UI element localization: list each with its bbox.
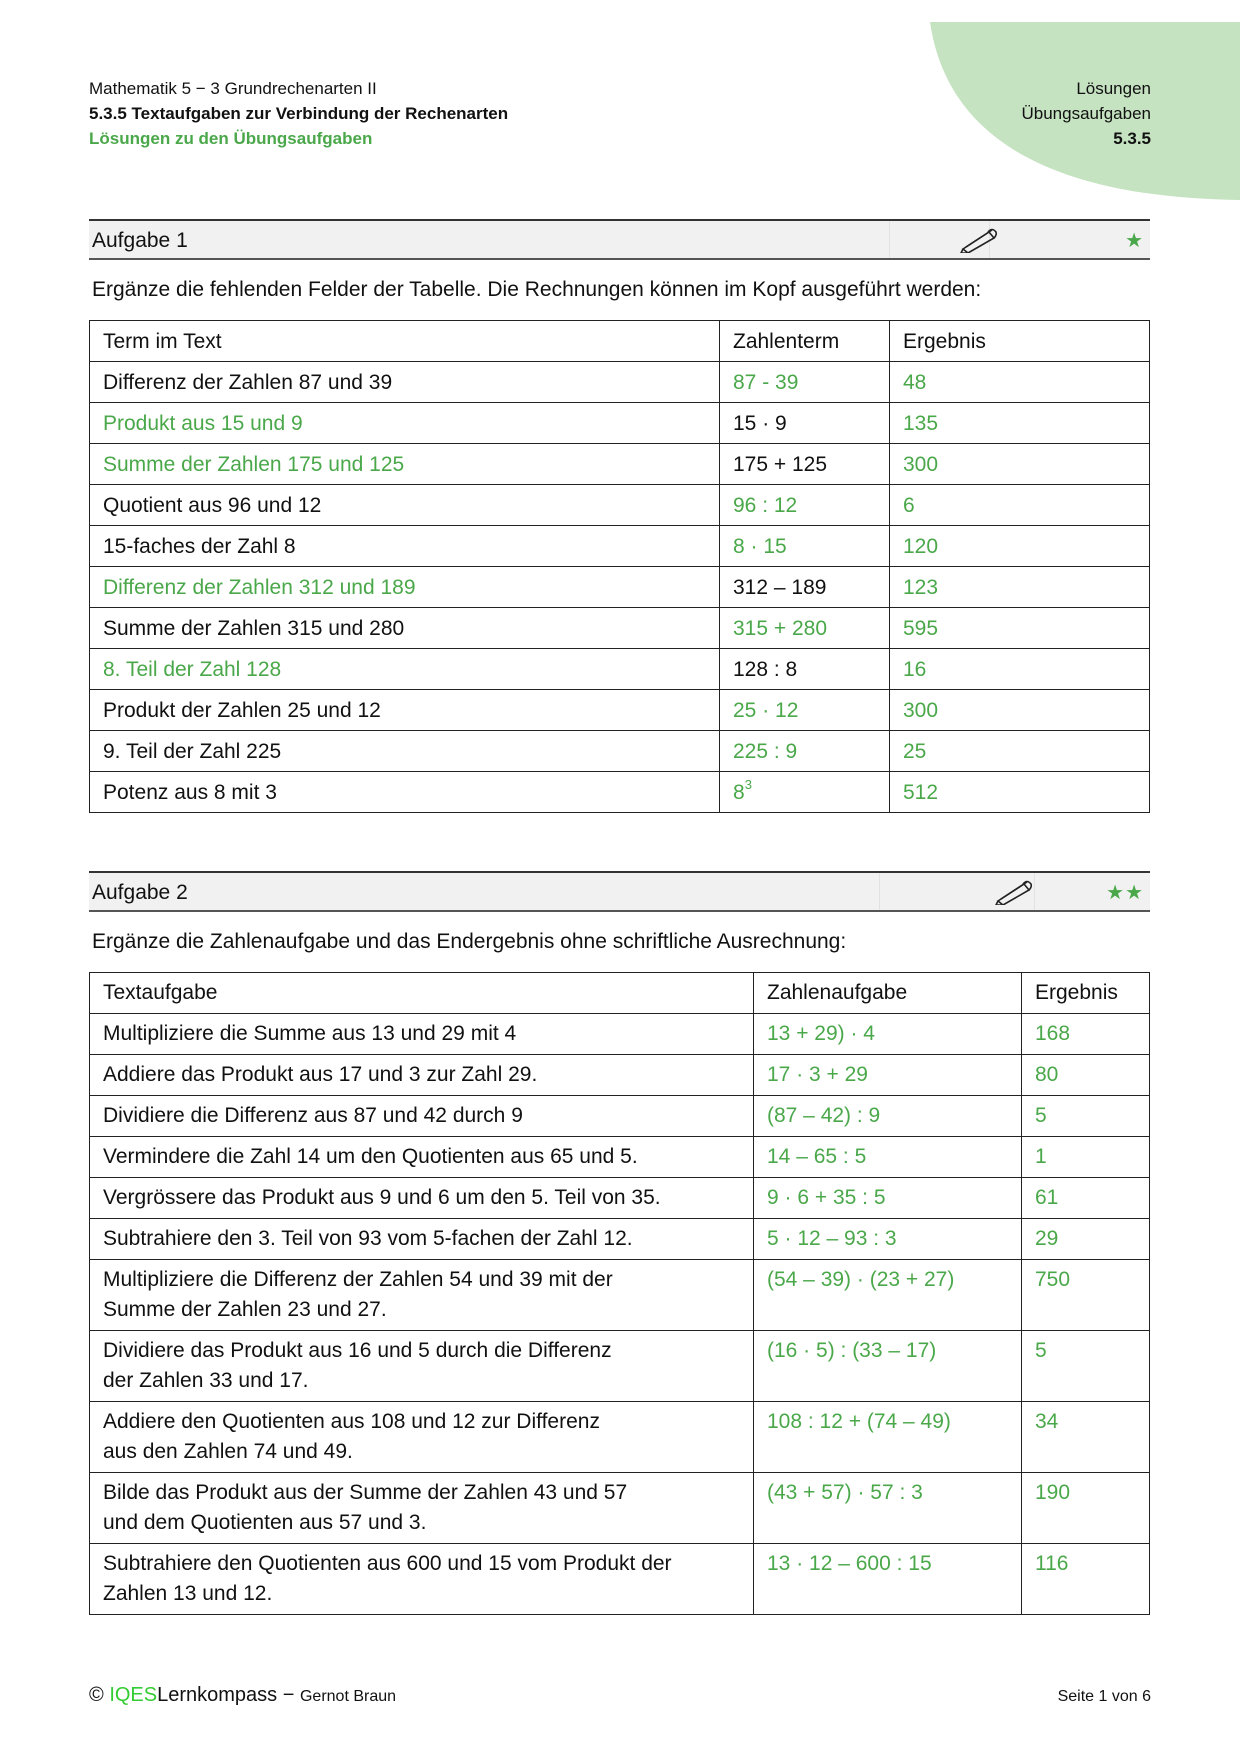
result-cell: 48 <box>890 362 1150 403</box>
text-line: Subtrahiere den 3. Teil von 93 vom 5-fachen der Zahl 12. <box>103 1227 633 1250</box>
pencil-icon <box>994 879 1034 905</box>
number-task-cell: 17 · 3 + 29 <box>754 1055 1022 1096</box>
term-text-cell: Differenz der Zahlen 312 und 189 <box>90 567 720 608</box>
difficulty-stars: ★ <box>1125 230 1144 252</box>
column-header: Zahlenaufgabe <box>754 973 1022 1014</box>
term-text-cell: 15-faches der Zahl 8 <box>90 526 720 567</box>
table-row <box>90 608 1150 649</box>
brand-lernkompass: Lernkompass <box>157 1684 278 1706</box>
term-text-cell: Quotient aus 96 und 12 <box>90 485 720 526</box>
text-task-cell <box>90 1544 754 1615</box>
number-task-cell: (54 – 39) · (23 + 27) <box>754 1260 1022 1331</box>
term-text-cell: Summe der Zahlen 175 und 125 <box>90 444 720 485</box>
task2-instruction: Ergänze die Zahlenaufgabe und das Endergebnis ohne schriftliche Ausrechnung: <box>92 930 847 953</box>
header-left <box>89 76 508 151</box>
task1-table <box>89 320 1150 813</box>
table-header-row <box>90 973 1150 1014</box>
difficulty-stars: ★★ <box>1106 882 1144 904</box>
table-row <box>90 772 1150 813</box>
page-number: Seite 1 von 6 <box>1057 1688 1151 1705</box>
divider <box>889 221 890 258</box>
text-task-cell <box>90 1473 754 1544</box>
number-term-cell: 128 : 8 <box>720 649 890 690</box>
table-row <box>90 526 1150 567</box>
term-base: 8 <box>733 781 745 804</box>
result-cell: 300 <box>890 690 1150 731</box>
term-exponent: 3 <box>744 777 752 792</box>
text-task-cell <box>90 1331 754 1402</box>
number-term-cell: 225 : 9 <box>720 731 890 772</box>
task2-title: Aufgabe 2 <box>92 881 188 904</box>
number-term-cell: 8 · 15 <box>720 526 890 567</box>
result-cell: 29 <box>1022 1219 1150 1260</box>
number-task-cell: 9 · 6 + 35 : 5 <box>754 1178 1022 1219</box>
term-text-cell: 9. Teil der Zahl 225 <box>90 731 720 772</box>
text-line: Addiere das Produkt aus 17 und 3 zur Zahl 29. <box>103 1063 538 1086</box>
number-task-cell: 5 · 12 – 93 : 3 <box>754 1219 1022 1260</box>
number-term-cell <box>720 772 890 813</box>
result-cell: 34 <box>1022 1402 1150 1473</box>
result-cell: 80 <box>1022 1055 1150 1096</box>
task1-title: Aufgabe 1 <box>92 229 188 252</box>
table-row <box>90 1096 1150 1137</box>
brand-iqes: IQES <box>109 1684 158 1706</box>
text-line: Addiere den Quotienten aus 108 und 12 zur Differenz <box>103 1410 600 1433</box>
table-row <box>90 485 1150 526</box>
term-text-cell: 8. Teil der Zahl 128 <box>90 649 720 690</box>
header-right-line1: Lösungen <box>1076 79 1151 98</box>
text-task-cell <box>90 1055 754 1096</box>
text-task-cell <box>90 1014 754 1055</box>
term-text-cell: Summe der Zahlen 315 und 280 <box>90 608 720 649</box>
result-cell: 190 <box>1022 1473 1150 1544</box>
divider <box>879 873 880 910</box>
result-cell: 168 <box>1022 1014 1150 1055</box>
term-text-cell: Differenz der Zahlen 87 und 39 <box>90 362 720 403</box>
column-header: Term im Text <box>90 321 720 362</box>
number-term-cell: 15 · 9 <box>720 403 890 444</box>
task1-header-bar <box>89 219 1150 260</box>
result-cell: 25 <box>890 731 1150 772</box>
term-text-cell: Potenz aus 8 mit 3 <box>90 772 720 813</box>
number-term-cell: 25 · 12 <box>720 690 890 731</box>
result-cell: 123 <box>890 567 1150 608</box>
text-line: Multipliziere die Summe aus 13 und 29 mit 4 <box>103 1022 517 1045</box>
header-right <box>1021 76 1151 151</box>
result-cell: 300 <box>890 444 1150 485</box>
pencil-icon <box>959 227 999 253</box>
table-header-row <box>90 321 1150 362</box>
table-row <box>90 731 1150 772</box>
table-row <box>90 1544 1150 1615</box>
result-cell: 120 <box>890 526 1150 567</box>
text-task-cell <box>90 1402 754 1473</box>
number-task-cell: 13 · 12 – 600 : 15 <box>754 1544 1022 1615</box>
column-header: Ergebnis <box>1022 973 1150 1014</box>
table-row <box>90 1402 1150 1473</box>
term-text-cell: Produkt der Zahlen 25 und 12 <box>90 690 720 731</box>
subtitle: Lösungen zu den Übungsaufgaben <box>89 129 373 148</box>
result-cell: 116 <box>1022 1544 1150 1615</box>
number-task-cell: (87 – 42) : 9 <box>754 1096 1022 1137</box>
table-row <box>90 444 1150 485</box>
number-task-cell: (43 + 57) · 57 : 3 <box>754 1473 1022 1544</box>
result-cell: 61 <box>1022 1178 1150 1219</box>
text-line: Subtrahiere den Quotienten aus 600 und 15 vom Produkt der <box>103 1552 672 1575</box>
table-row <box>90 649 1150 690</box>
result-cell: 16 <box>890 649 1150 690</box>
table-row <box>90 403 1150 444</box>
table-row <box>90 1055 1150 1096</box>
text-line: der Zahlen 33 und 17. <box>103 1369 309 1392</box>
text-task-cell <box>90 1178 754 1219</box>
table-row <box>90 1260 1150 1331</box>
table-row <box>90 1178 1150 1219</box>
number-term-cell: 175 + 125 <box>720 444 890 485</box>
text-line: Summe der Zahlen 23 und 27. <box>103 1298 387 1321</box>
result-cell: 5 <box>1022 1096 1150 1137</box>
table-row <box>90 1014 1150 1055</box>
text-task-cell <box>90 1260 754 1331</box>
column-header: Zahlenterm <box>720 321 890 362</box>
footer <box>89 1684 396 1707</box>
text-task-cell <box>90 1219 754 1260</box>
result-cell: 512 <box>890 772 1150 813</box>
header-right-line2: Übungsaufgaben <box>1021 104 1151 123</box>
number-term-cell: 96 : 12 <box>720 485 890 526</box>
divider <box>1034 873 1035 910</box>
text-line: Zahlen 13 und 12. <box>103 1582 273 1605</box>
table-row <box>90 362 1150 403</box>
number-task-cell: 14 – 65 : 5 <box>754 1137 1022 1178</box>
header-right-line3: 5.3.5 <box>1113 129 1151 148</box>
result-cell: 6 <box>890 485 1150 526</box>
task1-instruction: Ergänze die fehlenden Felder der Tabelle. Die Rechnungen können im Kopf ausgeführt werden: <box>92 278 982 301</box>
text-line: Bilde das Produkt aus der Summe der Zahlen 43 und 57 <box>103 1481 628 1504</box>
text-line: Vermindere die Zahl 14 um den Quotienten aus 65 und 5. <box>103 1145 638 1168</box>
number-term-cell: 315 + 280 <box>720 608 890 649</box>
copyright-symbol: © <box>89 1684 104 1706</box>
column-header: Textaufgabe <box>90 973 754 1014</box>
result-cell: 5 <box>1022 1331 1150 1402</box>
table-row <box>90 690 1150 731</box>
course-title: Mathematik 5 − 3 Grundrechenarten II <box>89 79 377 98</box>
number-task-cell: (16 · 5) : (33 – 17) <box>754 1331 1022 1402</box>
task2-header-bar <box>89 871 1150 912</box>
text-line: und dem Quotienten aus 57 und 3. <box>103 1511 427 1534</box>
table-row <box>90 1331 1150 1402</box>
text-task-cell <box>90 1137 754 1178</box>
number-term-cell: 87 - 39 <box>720 362 890 403</box>
table-row <box>90 1137 1150 1178</box>
table-row <box>90 1473 1150 1544</box>
text-line: Dividiere das Produkt aus 16 und 5 durch die Differenz <box>103 1339 612 1362</box>
text-line: Dividiere die Differenz aus 87 und 42 durch 9 <box>103 1104 523 1127</box>
table-row <box>90 567 1150 608</box>
text-line: Multipliziere die Differenz der Zahlen 54 und 39 mit der <box>103 1268 613 1291</box>
table-row <box>90 1219 1150 1260</box>
number-task-cell: 108 : 12 + (74 – 49) <box>754 1402 1022 1473</box>
text-line: Vergrössere das Produkt aus 9 und 6 um den 5. Teil von 35. <box>103 1186 661 1209</box>
term-text-cell: Produkt aus 15 und 9 <box>90 403 720 444</box>
result-cell: 595 <box>890 608 1150 649</box>
chapter-title: 5.3.5 Textaufgaben zur Verbindung der Rechenarten <box>89 104 509 123</box>
text-line: aus den Zahlen 74 und 49. <box>103 1440 353 1463</box>
result-cell: 1 <box>1022 1137 1150 1178</box>
number-task-cell: 13 + 29) · 4 <box>754 1014 1022 1055</box>
column-header: Ergebnis <box>890 321 1150 362</box>
author: Gernot Braun <box>299 1688 397 1705</box>
result-cell: 750 <box>1022 1260 1150 1331</box>
result-cell: 135 <box>890 403 1150 444</box>
task2-table <box>89 972 1150 1615</box>
footer-separator: − <box>277 1684 300 1706</box>
text-task-cell <box>90 1096 754 1137</box>
number-term-cell: 312 – 189 <box>720 567 890 608</box>
